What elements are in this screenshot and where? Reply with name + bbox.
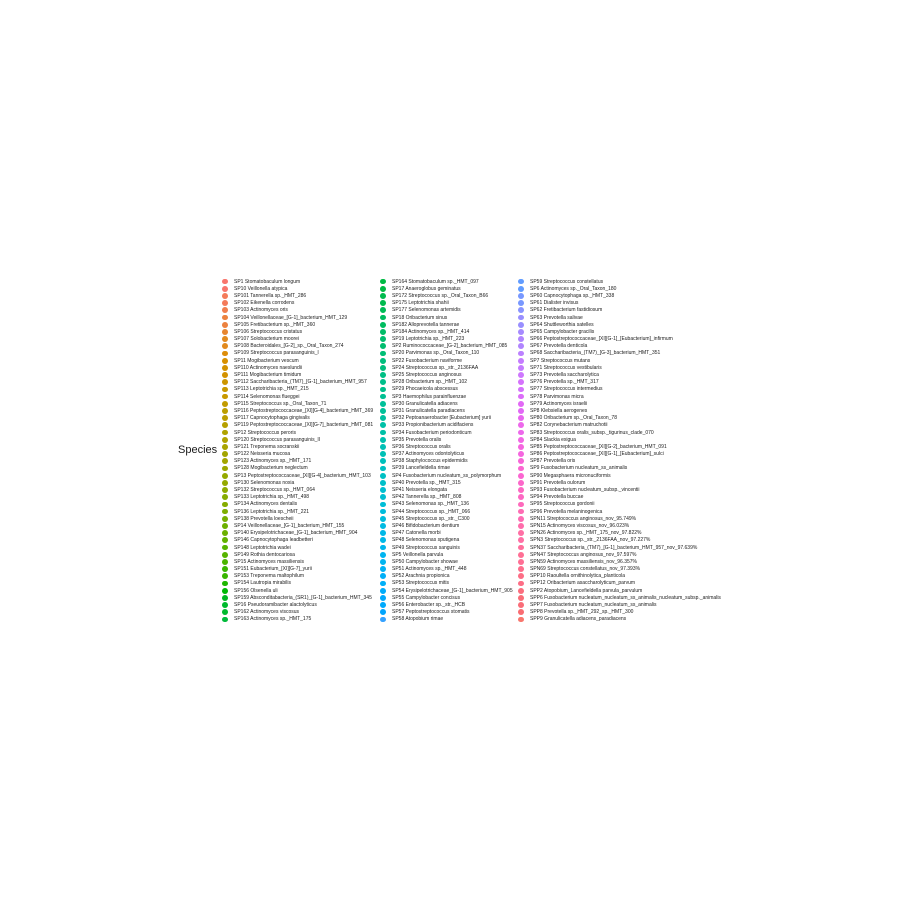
legend-dot	[222, 487, 228, 493]
legend-label: SP53 Streptococcus mitis	[392, 580, 449, 587]
legend-label: SP87 Prevotella oris	[530, 458, 576, 465]
legend-label: SP111 Mogibacterium timidum	[234, 372, 302, 379]
legend-label: SP182 Alloprevotella tannerae	[392, 321, 460, 328]
legend-label: SP51 Actinomyces sp._HMT_448	[392, 566, 467, 573]
legend-dot	[222, 422, 228, 428]
legend-dot	[380, 545, 386, 551]
legend-label: SP36 Streptococcus oralis	[392, 443, 451, 450]
legend-label: SP94 Prevotella buccae	[530, 494, 584, 501]
legend-dot	[380, 372, 386, 378]
legend-dot	[222, 516, 228, 522]
legend-dot	[518, 430, 524, 436]
legend-dot	[518, 336, 524, 342]
legend-label: SP46 Bifidobacterium dentium	[392, 522, 460, 529]
legend-label: SP102 Eikenella corrodens	[234, 300, 295, 307]
legend-label: SP110 Actinomyces naeslundii	[234, 364, 303, 371]
legend-label: SP175 Leptotrichia shahii	[392, 300, 449, 307]
legend-dot	[518, 329, 524, 335]
legend-label: SP148 Leptotrichia wadei	[234, 544, 291, 551]
legend-dot	[518, 573, 524, 579]
legend-dot	[518, 545, 524, 551]
legend-label: SP76 Prevotella sp._HMT_317	[530, 379, 599, 386]
legend-label: SP11 Mogibacterium vescum	[234, 357, 299, 364]
legend-dot	[380, 559, 386, 565]
legend-dot	[380, 509, 386, 515]
legend-dot	[222, 573, 228, 579]
legend-label: SP86 Peptostreptococcaceae_[XI][G-1]_[Eubacterium]_sulci	[530, 451, 664, 458]
legend-label: SP149 Rothia dentocariosa	[234, 551, 295, 558]
legend-dot	[518, 473, 524, 479]
legend-label: SP62 Fretibacterium fastidiosum	[530, 307, 603, 314]
legend-dot	[518, 358, 524, 364]
legend-dot	[380, 394, 386, 400]
legend-label: SP107 Solobacterium moorei	[234, 336, 300, 343]
legend-label: SP95 Streptococcus gordonii	[530, 501, 595, 508]
legend-label: SP1 Stomatobaculum longum	[234, 278, 301, 285]
legend-dot	[518, 293, 524, 299]
legend-label: SP113 Leptotrichia sp._HMT_215	[234, 386, 309, 393]
legend-label: SP93 Fusobacterium nucleatum_subsp._vincentii	[530, 487, 640, 494]
legend-label: SP12 Streptococcus peroris	[234, 429, 296, 436]
legend-dot	[222, 552, 228, 558]
legend-dot	[222, 286, 228, 292]
legend-label: SPN15 Actinomyces viscosus_nov_96.023%	[530, 522, 630, 529]
legend-dot	[380, 351, 386, 357]
legend-label: SP68 Saccharibacteria_(TM7)_[G-3]_bacterium_HMT_351	[530, 350, 661, 357]
legend-dot	[222, 279, 228, 285]
legend-label: SP34 Fusobacterium periodonticum	[392, 429, 472, 436]
legend-dot	[518, 602, 524, 608]
legend-dot	[380, 358, 386, 364]
legend-label: SP43 Selenomonas sp._HMT_136	[392, 501, 469, 508]
legend-label: SP13 Peptostreptococcaceae_[XI][G-4]_bacterium_HMT_103	[234, 472, 371, 479]
legend-label: SP50 Campylobacter showae	[392, 558, 458, 565]
legend-dot	[222, 545, 228, 551]
legend-dot	[380, 365, 386, 371]
legend-label: SP33 Propionibacterium acidifaciens	[392, 422, 474, 429]
legend-label: SP6 Actinomyces sp._Oral_Taxon_180	[530, 285, 617, 292]
legend-label: SPN37 Saccharibacteria_(TM7)_[G-1]_bacterium_HMT_957_nov_97.639%	[530, 544, 698, 551]
legend-dot	[518, 365, 524, 371]
legend-label: SP49 Streptococcus sanguinis	[392, 544, 460, 551]
legend-dot	[518, 552, 524, 558]
legend-dot	[222, 329, 228, 335]
legend-label: SPP12 Oribacterium asaccharolyticum_parvum	[530, 580, 636, 587]
legend-dot	[380, 336, 386, 342]
legend-dot	[222, 609, 228, 615]
legend-dot	[222, 336, 228, 342]
legend-label: SP114 Selenomonas flueggei	[234, 393, 300, 400]
legend-label: SP82 Corynebacterium matruchotii	[530, 422, 608, 429]
legend-dot	[518, 401, 524, 407]
legend-label: SP85 Peptostreptococcaceae_[XI][G-2]_bacterium_HMT_091	[530, 443, 667, 450]
legend-label: SP39 Lancefieldella rimae	[392, 465, 451, 472]
legend-label: SP24 Streptococcus sp._str._2136FAA	[392, 364, 479, 371]
legend-dot	[222, 473, 228, 479]
legend-dot	[518, 286, 524, 292]
legend-label: SP54 Erysipelotrichaceae_[G-1]_bacterium_HMT_905	[392, 587, 513, 594]
legend-label: SP14 Veillonellaceae_[G-1]_bacterium_HMT_155	[234, 522, 345, 529]
legend-dot	[518, 451, 524, 457]
legend-label: SP9 Fusobacterium nucleatum_ss_animalis	[530, 465, 628, 472]
legend-dot	[380, 451, 386, 457]
legend-label: SP57 Peptostreptococcus stomatis	[392, 609, 470, 616]
legend-dot	[518, 537, 524, 543]
legend-label: SPN47 Streptococcus anginosus_nov_97.597%	[530, 551, 637, 558]
legend-label: SP112 Saccharibacteria_(TM7)_[G-1]_bacterium_HMT_957	[234, 379, 367, 386]
legend-dot	[222, 307, 228, 313]
legend-label: SP16 Pseudoramibacter alactolyticus	[234, 602, 317, 609]
legend-label: SP32 Peptoanaerobacter [Eubacterium] yurii	[392, 415, 491, 422]
legend-dot	[222, 595, 228, 601]
legend-label: SP123 Actinomyces sp._HMT_171	[234, 458, 312, 465]
legend-dot	[380, 588, 386, 594]
legend-label: SP105 Fretibacterium sp._HMT_360	[234, 321, 316, 328]
legend-dot	[222, 408, 228, 414]
legend-dot	[222, 387, 228, 393]
legend-label: SP37 Actinomyces odontolyticus	[392, 451, 465, 458]
legend-label: SP60 Capnocytophaga sp._HMT_338	[530, 292, 615, 299]
legend-dot	[380, 329, 386, 335]
legend-dot	[380, 494, 386, 500]
legend-dot	[518, 509, 524, 515]
legend-dot	[380, 293, 386, 299]
legend-dot	[222, 430, 228, 436]
legend-dot	[518, 494, 524, 500]
legend-label: SP30 Granulicatella adiacens	[392, 400, 458, 407]
legend-dot	[518, 502, 524, 508]
legend-dot	[380, 487, 386, 493]
legend-label: SP42 Tannerella sp._HMT_808	[392, 494, 462, 501]
legend-dot	[518, 516, 524, 522]
legend-dot	[222, 451, 228, 457]
legend-dot	[380, 473, 386, 479]
legend-label: SPP8 Prevotella sp._HMT_292_sp._HMT_300	[530, 609, 634, 616]
legend-dot	[518, 408, 524, 414]
legend-dot	[518, 387, 524, 393]
legend-label: SP20 Parvimonas sp._Oral_Taxon_110	[392, 350, 480, 357]
legend-dot	[222, 530, 228, 536]
legend-dot	[222, 365, 228, 371]
legend-label: SP45 Streptococcus sp._str._C300	[392, 515, 470, 522]
legend-dot	[222, 351, 228, 357]
legend-dot	[222, 537, 228, 543]
legend-label: SP5 Veillonella parvula	[392, 551, 444, 558]
legend-label: SP156 Olsenella uli	[234, 587, 278, 594]
legend-label: SP132 Streptococcus sp._HMT_064	[234, 487, 315, 494]
legend-dot	[380, 617, 386, 623]
legend-label: SP101 Tannerella sp._HMT_286	[234, 292, 307, 299]
legend-dot	[380, 279, 386, 285]
legend-label: SP91 Prevotella oulorum	[530, 479, 586, 486]
legend-dot	[222, 523, 228, 529]
legend-dot	[518, 588, 524, 594]
legend-dot	[380, 480, 386, 486]
legend-label: SP35 Prevotella oralis	[392, 436, 442, 443]
legend-label: SP154 Lautropia mirabilis	[234, 580, 291, 587]
legend-label: SPP9 Granulicatella adiacens_paradiacens	[530, 616, 627, 623]
legend-label: SP19 Leptotrichia sp._HMT_223	[392, 336, 465, 343]
legend-label: SP78 Parvimonas micra	[530, 393, 584, 400]
legend-label: SP65 Campylobacter gracilis	[530, 328, 595, 335]
legend-dot	[518, 444, 524, 450]
legend-label: SP151 Eubacterium_[XI][G-7]_yurii	[234, 566, 312, 573]
legend-dot	[518, 343, 524, 349]
legend-dot	[518, 458, 524, 464]
legend-label: SP128 Mogibacterium neglectum	[234, 465, 308, 472]
legend-dot	[518, 595, 524, 601]
legend-dot	[380, 530, 386, 536]
legend-dot	[380, 609, 386, 615]
legend-dot	[380, 502, 386, 508]
legend-dot	[222, 415, 228, 421]
legend-label: SPN59 Actinomyces massiliensis_nov_96.357%	[530, 558, 637, 565]
legend-label: SPP7 Fusobacterium nucleatum_nucleatum_ss_animalis	[530, 602, 657, 609]
legend-dot	[518, 581, 524, 587]
legend-dot	[518, 530, 524, 536]
legend-dot	[222, 602, 228, 608]
legend-label: SPN26 Actinomyces sp._HMT_175_nov_97.822%	[530, 530, 642, 537]
legend-dot	[380, 537, 386, 543]
legend-dot	[518, 315, 524, 321]
legend-dot	[380, 581, 386, 587]
legend-label: SP7 Streptococcus mutans	[530, 357, 591, 364]
legend-dot	[518, 279, 524, 285]
legend-label: SP103 Actinomyces oris	[234, 307, 288, 314]
legend-label: SP90 Megasphaera micronuciformis	[530, 472, 611, 479]
legend-label: SP63 Prevotella salivae	[530, 314, 583, 321]
legend-label: SPP6 Fusobacterium nucleatum_nucleatum_ss_animalis_nucleatum_subsp._animalis	[530, 594, 721, 601]
legend-label: SP47 Catonella morbi	[392, 530, 441, 537]
legend-label: SP120 Streptococcus parasanguinis_II	[234, 436, 321, 443]
legend-dot	[518, 307, 524, 313]
legend-dot	[222, 466, 228, 472]
legend-label: SP119 Peptostreptococcaceae_[XI][G-7]_bacterium_HMT_081	[234, 422, 374, 429]
legend-dot	[380, 307, 386, 313]
legend-label: SP61 Dialister invisus	[530, 300, 579, 307]
legend-label: SPN11 Streptococcus anginosus_nov_95.749%	[530, 515, 637, 522]
legend-label: SP153 Treponema maltophilum	[234, 573, 305, 580]
legend-dot	[518, 422, 524, 428]
legend-dot	[380, 516, 386, 522]
legend-dot	[222, 588, 228, 594]
legend-dot	[222, 293, 228, 299]
legend-label: SP140 Erysipelotrichaceae_[G-1]_bacterium_HMT_904	[234, 530, 358, 537]
legend-label: SP17 Anaeroglobus geminatus	[392, 285, 461, 292]
legend-dot	[380, 602, 386, 608]
legend-label: SP79 Actinomyces israelii	[530, 400, 588, 407]
legend-label: SP133 Leptotrichia sp._HMT_498	[234, 494, 310, 501]
legend-label: SP58 Atopobium rimae	[392, 616, 444, 623]
legend-label: SP55 Campylobacter concisus	[392, 594, 461, 601]
legend-dot	[222, 566, 228, 572]
legend-label: SP18 Oribacterium sinus	[392, 314, 448, 321]
legend-dot	[380, 387, 386, 393]
legend-label: SP2 Ruminococcaceae_[G-2]_bacterium_HMT_085	[392, 343, 508, 350]
legend-label: SP146 Capnocytophaga leadbetteri	[234, 537, 313, 544]
legend-label: SPN69 Streptococcus constellatus_nov_97.393%	[530, 566, 641, 573]
legend-label: SP56 Enterobacter sp._str._HCB	[392, 602, 466, 609]
legend-dot	[518, 523, 524, 529]
legend-label: SP41 Neisseria elongata	[392, 487, 448, 494]
legend-dot	[222, 581, 228, 587]
legend-dot	[380, 466, 386, 472]
legend-label: SP122 Neisseria mucosa	[234, 451, 291, 458]
legend-dot	[222, 502, 228, 508]
legend-label: SP84 Slackia exigua	[530, 436, 576, 443]
legend-label: SP22 Fusobacterium naviforme	[392, 357, 463, 364]
legend-dot	[380, 408, 386, 414]
legend-label: SP52 Arachnia propionica	[392, 573, 450, 580]
legend-label: SP29 Phocaeicola abscessus	[392, 386, 458, 393]
legend-dot	[380, 422, 386, 428]
legend-label: SP104 Veillonellaceae_[G-1]_bacterium_HMT_129	[234, 314, 348, 321]
legend-label: SP136 Leptotrichia sp._HMT_221	[234, 508, 310, 515]
legend-dot	[518, 322, 524, 328]
legend-dot	[518, 617, 524, 623]
legend-label: SP164 Stomatobaculum sp._HMT_097	[392, 278, 479, 285]
legend-label: SP83 Streptococcus oralis_subsp._tigurinus_clade_070	[530, 429, 654, 436]
legend-label: SP4 Fusobacterium nucleatum_ss_polymorphum	[392, 472, 502, 479]
legend-dot	[380, 430, 386, 436]
legend-title: Species	[178, 444, 218, 456]
legend-label: SPN3 Streptococcus sp._str._2136FAA_nov_97.227%	[530, 537, 651, 544]
legend-label: SP134 Actinomyces dentalis	[234, 501, 298, 508]
legend-label: SP172 Streptococcus sp._Oral_Taxon_B66	[392, 292, 489, 299]
legend-dot	[380, 552, 386, 558]
legend-label: SP108 Bacteroidales_[G-2]_sp._Oral_Taxon_274	[234, 343, 344, 350]
legend-dot	[518, 480, 524, 486]
legend-dot	[222, 480, 228, 486]
legend-dot	[380, 437, 386, 443]
legend-label: SPP10 Raoultella ornithinolytica_planticola	[530, 573, 626, 580]
legend-label: SP48 Selenomonas sputigena	[392, 537, 460, 544]
legend-dot	[222, 458, 228, 464]
legend-dot	[518, 487, 524, 493]
legend-label: SP117 Capnocytophaga gingivalis	[234, 415, 310, 422]
legend-dot	[380, 523, 386, 529]
legend-dot	[518, 466, 524, 472]
legend-label: SP38 Staphylococcus epidermidis	[392, 458, 468, 465]
legend-label: SPP2 Atopobium_Lancefieldella parvula_parvulum	[530, 587, 643, 594]
legend-label: SP162 Actinomyces viscosus	[234, 609, 300, 616]
legend-dot	[222, 322, 228, 328]
legend-dot	[380, 322, 386, 328]
legend-label: SP15 Actinomyces massiliensis	[234, 558, 305, 565]
legend-label: SP80 Oribacterium sp._Oral_Taxon_78	[530, 415, 617, 422]
legend-label: SP64 Shuttleworthia satelles	[530, 321, 594, 328]
legend-dot	[380, 444, 386, 450]
legend-dot	[518, 351, 524, 357]
legend-dot	[222, 315, 228, 321]
legend-dot	[222, 509, 228, 515]
legend-label: SP77 Streptococcus intermedius	[530, 386, 603, 393]
legend-label: SP71 Streptococcus vestibularis	[530, 364, 602, 371]
legend-label: SP40 Prevotella sp._HMT_315	[392, 479, 461, 486]
legend-dot	[518, 372, 524, 378]
legend-dot	[222, 494, 228, 500]
legend-dot	[380, 595, 386, 601]
legend-label: SP10 Veillonella atypica	[234, 285, 288, 292]
legend-label: SP67 Prevotella denticola	[530, 343, 588, 350]
legend-label: SP8 Klebsiella aerogenes	[530, 407, 588, 414]
legend-dot	[380, 415, 386, 421]
legend-label: SP28 Oribacterium sp._HMT_102	[392, 379, 468, 386]
legend-dot	[380, 573, 386, 579]
legend-label: SP59 Streptococcus constellatus	[530, 278, 604, 285]
legend-dot	[518, 609, 524, 615]
legend-dot	[518, 379, 524, 385]
legend-label: SP73 Prevotella saccharolytica	[530, 372, 599, 379]
legend-label: SP138 Prevotella loescheii	[234, 515, 294, 522]
legend-label: SP163 Actinomyces sp._HMT_175	[234, 616, 312, 623]
legend-label: SP121 Treponema socranskii	[234, 443, 300, 450]
legend-dot	[518, 415, 524, 421]
legend-dot	[380, 300, 386, 306]
legend-label: SP106 Streptococcus cristatus	[234, 328, 303, 335]
legend-label: SP130 Selenomonas noxia	[234, 479, 295, 486]
legend-dot	[380, 566, 386, 572]
legend-dot	[222, 444, 228, 450]
legend-label: SP44 Streptococcus sp._HMT_066	[392, 508, 471, 515]
legend-dot	[518, 437, 524, 443]
legend-label: SP159 Absconditabacteria_(SR1)_[G-1]_bacterium_HMT_345	[234, 594, 372, 601]
legend-dot	[222, 401, 228, 407]
legend-dot	[518, 300, 524, 306]
legend-dot	[222, 559, 228, 565]
legend-label: SP25 Streptococcus anginosus	[392, 372, 462, 379]
legend-dot	[222, 394, 228, 400]
legend-dot	[222, 343, 228, 349]
legend-dot	[222, 358, 228, 364]
legend-dot	[380, 379, 386, 385]
legend-label: SP184 Actinomyces sp._HMT_414	[392, 328, 470, 335]
legend-dot	[222, 300, 228, 306]
legend-label: SP96 Prevotella melaninogenica	[530, 508, 603, 515]
legend-dot	[380, 343, 386, 349]
legend-dot	[380, 286, 386, 292]
legend-label: SP31 Granulicatella paradiacens	[392, 407, 465, 414]
legend-label: SP116 Peptostreptococcaceae_[XI][G-4]_bacterium_HMT_369	[234, 407, 374, 414]
legend-dot	[518, 559, 524, 565]
legend-dot	[518, 566, 524, 572]
legend-dot	[380, 458, 386, 464]
legend-label: SP109 Streptococcus parasanguinis_I	[234, 350, 319, 357]
legend-dot	[380, 315, 386, 321]
legend-dot	[518, 394, 524, 400]
legend-dot	[222, 379, 228, 385]
legend-dot	[380, 401, 386, 407]
legend-label: SP177 Selenomonas artemidis	[392, 307, 461, 314]
legend-dot	[222, 617, 228, 623]
legend-label: SP66 Peptostreptococcaceae_[XI][G-1]_[Eubacterium]_infirmum	[530, 336, 673, 343]
legend-dot	[222, 372, 228, 378]
legend-label: SP3 Haemophilus parainfluenzae	[392, 393, 467, 400]
legend-label: SP115 Streptococcus sp._Oral_Taxon_71	[234, 400, 327, 407]
legend-dot	[222, 437, 228, 443]
